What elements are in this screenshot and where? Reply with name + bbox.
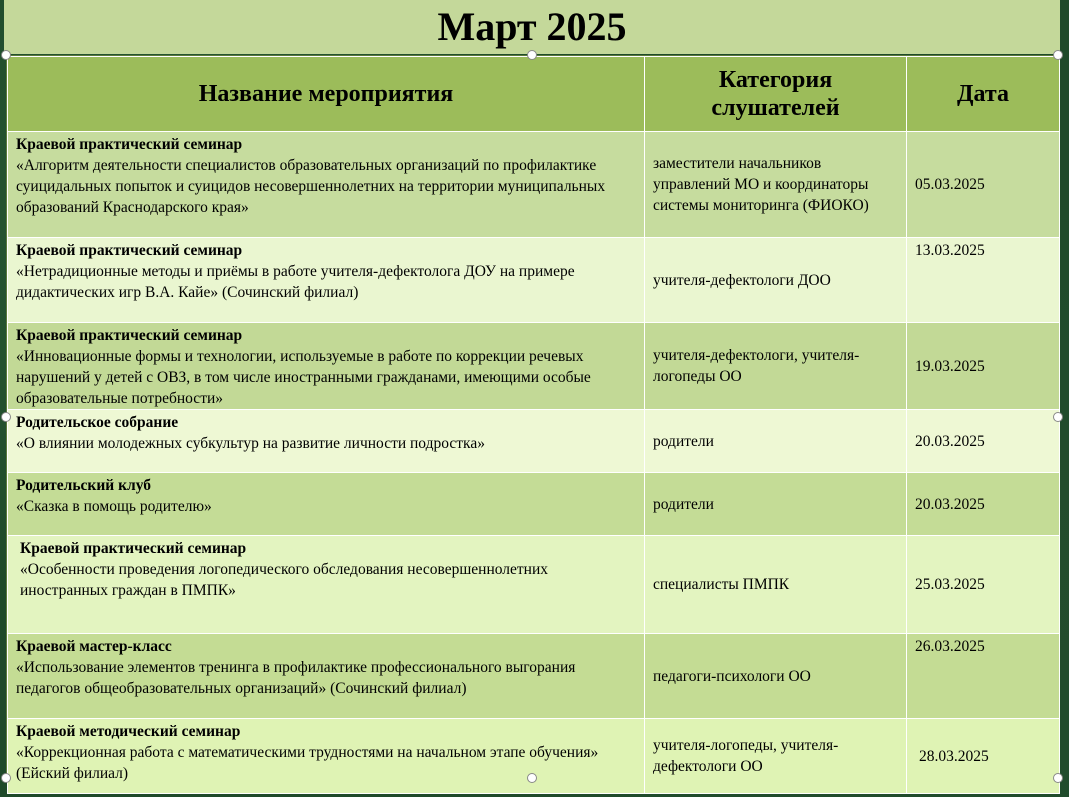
date-cell: 28.03.2025 xyxy=(907,719,1060,794)
event-title: Краевой практический семинар xyxy=(16,242,243,259)
audience-cell: учителя-дефектологи ДОО xyxy=(645,238,907,323)
header-audience: Категория слушателей xyxy=(645,57,907,132)
table-row xyxy=(8,536,1060,634)
event-description: «О влиянии молодежных субкультур на развитие личности подростка» xyxy=(16,435,485,452)
audience-cell: родители xyxy=(645,410,907,473)
audience-cell: специалисты ПМПК xyxy=(645,536,907,634)
page-title: Март 2025 xyxy=(4,0,1060,54)
event-title: Краевой мастер-класс xyxy=(16,638,172,655)
date-cell: 20.03.2025 xyxy=(907,473,1060,536)
resize-handle-top-center[interactable] xyxy=(527,50,537,60)
event-description: «Коррекционная работа с математическими трудностями на начальном этапе обучения» (Ейский филиал) xyxy=(16,744,599,782)
table-row xyxy=(8,634,1060,719)
event-cell xyxy=(8,719,645,794)
event-title: Краевой практический семинар xyxy=(16,136,243,153)
header-event: Название мероприятия xyxy=(8,57,645,132)
audience-cell: учителя-дефектологи, учителя-логопеды ОО xyxy=(645,323,907,410)
date-cell: 26.03.2025 xyxy=(907,634,1060,719)
event-description: «Использование элементов тренинга в профилактике профессионального выгорания педагогов общеобразовательных организаций» (Сочинский филиал) xyxy=(16,659,576,697)
event-cell xyxy=(8,410,645,473)
date-cell: 20.03.2025 xyxy=(907,410,1060,473)
audience-cell: учителя-логопеды, учителя-дефектологи ОО xyxy=(645,719,907,794)
resize-handle-bottom-center[interactable] xyxy=(527,773,537,783)
table-row xyxy=(8,132,1060,238)
header-date: Дата xyxy=(907,57,1060,132)
event-description: «Сказка в помощь родителю» xyxy=(16,498,212,515)
event-description: «Инновационные формы и технологии, используемые в работе по коррекции речевых нарушений у детей с ОВЗ, в том числе иностранными гражданами, имеющими особые образовательные потребности» xyxy=(16,348,591,407)
event-cell xyxy=(8,132,645,238)
audience-cell: педагоги-психологи ОО xyxy=(645,634,907,719)
table-row xyxy=(8,410,1060,473)
resize-handle-top-right[interactable] xyxy=(1053,50,1063,60)
audience-cell: заместители начальников управлений МО и координаторы системы мониторинга (ФИОКО) xyxy=(645,132,907,238)
audience-cell: родители xyxy=(645,473,907,536)
resize-handle-top-left[interactable] xyxy=(1,50,11,60)
date-cell: 25.03.2025 xyxy=(907,536,1060,634)
event-title: Родительское собрание xyxy=(16,414,179,431)
date-cell: 19.03.2025 xyxy=(907,323,1060,410)
event-cell xyxy=(8,473,645,536)
table-row xyxy=(8,323,1060,410)
event-cell xyxy=(8,536,645,634)
table-header-row xyxy=(8,57,1060,132)
event-title: Родительский клуб xyxy=(16,477,152,494)
event-cell xyxy=(8,238,645,323)
table-row xyxy=(8,473,1060,536)
resize-handle-middle-right[interactable] xyxy=(1053,412,1063,422)
event-cell xyxy=(8,323,645,410)
resize-handle-bottom-left[interactable] xyxy=(1,773,11,783)
date-cell: 13.03.2025 xyxy=(907,238,1060,323)
event-description: «Особенности проведения логопедического обследования несовершеннолетних иностранных граждан в ПМПК» xyxy=(20,561,549,599)
event-description: «Нетрадиционные методы и приёмы в работе учителя-дефектолога ДОУ на примере дидактических игр В.А. Кайе» (Сочинский филиал) xyxy=(16,263,575,301)
event-title: Краевой практический семинар xyxy=(16,327,243,344)
date-cell: 05.03.2025 xyxy=(907,132,1060,238)
event-title: Краевой методический семинар xyxy=(16,723,241,740)
event-description: «Алгоритм деятельности специалистов образовательных организаций по профилактике суицидальных попыток и суицидов несовершеннолетних на территории муниципальных образований Краснодарского края» xyxy=(16,157,606,216)
resize-handle-middle-left[interactable] xyxy=(1,412,11,422)
events-table xyxy=(6,55,1060,782)
resize-handle-bottom-right[interactable] xyxy=(1053,773,1063,783)
table-row xyxy=(8,238,1060,323)
event-cell xyxy=(8,634,645,719)
event-title: Краевой практический семинар xyxy=(20,540,247,557)
